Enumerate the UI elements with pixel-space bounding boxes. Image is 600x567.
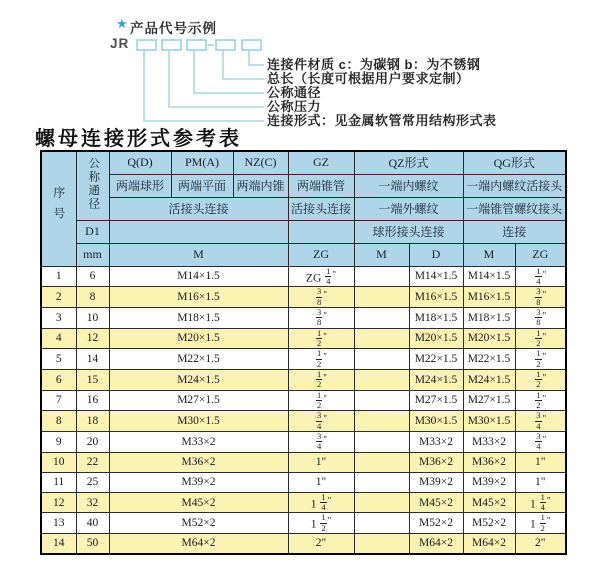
fraction: $\frac{1}{2}$ <box>536 390 541 410</box>
cell-m: M33×2 <box>109 432 288 453</box>
cell-qg-m: M45×2 <box>463 492 515 513</box>
cell-qz-d: M24×1.5 <box>409 369 463 390</box>
cell-qz-m <box>354 534 409 554</box>
connector-line-material <box>249 50 264 65</box>
fraction: $\frac{1}{2}$ <box>540 512 545 533</box>
header-q-desc: 两端球形 <box>109 174 171 197</box>
cell-mm: 32 <box>76 492 109 513</box>
cell-mm: 25 <box>76 472 109 492</box>
table-row <box>41 266 566 287</box>
cell-qg-m: M36×2 <box>463 452 515 472</box>
cell-qg-zg: 1 $\frac{1}{4}$ " <box>515 492 566 513</box>
cell-qz-m <box>354 307 409 328</box>
cell-m: M18×1.5 <box>109 307 288 328</box>
fraction: $\frac{1}{2}$ <box>536 328 541 348</box>
cell-mm: 10 <box>76 307 109 328</box>
cell-qg-m: M39×2 <box>463 472 515 492</box>
cell-gz-zg: 1" <box>288 472 354 492</box>
table-row <box>41 307 566 328</box>
fraction: $\frac{3}{8}$ <box>317 286 322 307</box>
cell-qg-m: M14×1.5 <box>463 266 515 287</box>
cell-gz-zg: 2" <box>288 534 354 554</box>
cell-qg-zg: $\frac{3}{4}$ " <box>515 411 566 432</box>
cell-seq: 11 <box>41 472 76 492</box>
cell-qg-zg: 1" <box>515 452 566 472</box>
cell-mm: 15 <box>76 369 109 390</box>
cell-qz-m <box>354 369 409 390</box>
cell-m: M20×1.5 <box>109 328 288 349</box>
cell-seq: 14 <box>41 534 76 554</box>
cell-qz-d: M36×2 <box>409 452 463 472</box>
cell-gz-zg: $\frac{1}{2}$ " <box>288 349 354 370</box>
cell-qz-m <box>354 328 409 349</box>
cell-qg-zg: $\frac{1}{2}$ " <box>515 390 566 411</box>
cell-qz-m <box>354 349 409 370</box>
fraction: $\frac{1}{2}$ <box>317 390 322 410</box>
header-m-unit: M <box>109 243 288 266</box>
fraction: $\frac{1}{2}$ <box>536 369 541 390</box>
header-blank-m <box>109 220 288 243</box>
cell-seq: 2 <box>41 287 76 308</box>
fraction: $\frac{3}{4}$ <box>317 431 322 452</box>
cell-mm: 8 <box>76 287 109 308</box>
cell-seq: 12 <box>41 492 76 513</box>
header-qg-m: M <box>463 243 515 266</box>
fraction: $\frac{3}{4}$ <box>536 410 541 431</box>
code-box-1 <box>137 40 156 50</box>
table-row <box>41 472 566 492</box>
table-row <box>41 411 566 432</box>
cell-qz-d: M33×2 <box>409 432 463 453</box>
connector-line-diameter <box>194 50 264 93</box>
header-d1: D1 <box>76 220 109 243</box>
fraction: $\frac{1}{2}$ <box>317 328 322 348</box>
star-icon: ★ <box>116 17 128 32</box>
cell-qg-m: M64×2 <box>463 534 515 554</box>
cell-seq: 4 <box>41 328 76 349</box>
label-diameter: 公称通径 <box>267 85 322 100</box>
label-pressure: 公称压力 <box>267 99 322 114</box>
cell-qz-d: M18×1.5 <box>409 307 463 328</box>
header-gz-unit: ZG <box>288 243 354 266</box>
header-qz-m: M <box>354 243 409 266</box>
fraction: $\frac{1}{2}$ <box>317 348 322 369</box>
cell-mm: 20 <box>76 432 109 453</box>
fraction: $\frac{3}{4}$ <box>536 431 541 452</box>
header-nominal-diameter-label: 公称通径 <box>87 156 100 211</box>
cell-gz-zg: $\frac{3}{4}$ " <box>288 411 354 432</box>
header-qg-connection: 连接 <box>463 220 566 243</box>
fraction: $\frac{3}{8}$ <box>317 307 322 328</box>
header-nz-form: NZ(C) <box>233 151 288 174</box>
table-body <box>41 266 566 554</box>
cell-m: M22×1.5 <box>109 349 288 370</box>
cell-gz-zg: $\frac{3}{8}$ " <box>288 287 354 308</box>
cell-m: M39×2 <box>109 472 288 492</box>
cell-m: M45×2 <box>109 492 288 513</box>
fraction: $\frac{1}{4}$ <box>536 266 541 286</box>
header-qz-desc2: 一端外螺纹 <box>354 197 463 220</box>
cell-qg-zg: 1" <box>515 472 566 492</box>
cell-seq: 3 <box>41 307 76 328</box>
cell-m: M16×1.5 <box>109 287 288 308</box>
cell-m: M64×2 <box>109 534 288 554</box>
cell-qg-m: M52×2 <box>463 513 515 534</box>
cell-gz-zg: 1 $\frac{1}{4}$ " <box>288 492 354 513</box>
cell-qz-m <box>354 287 409 308</box>
cell-qz-m <box>354 411 409 432</box>
table-row <box>41 349 566 370</box>
cell-gz-zg: 1 $\frac{1}{2}$ " <box>288 513 354 534</box>
fraction: $\frac{1}{2}$ <box>321 512 326 533</box>
cell-qg-m: M22×1.5 <box>463 349 515 370</box>
table-row <box>41 432 566 453</box>
header-nominal-diameter <box>76 151 109 220</box>
cell-qz-d: M30×1.5 <box>409 411 463 432</box>
cell-m: M14×1.5 <box>109 266 288 287</box>
table-header <box>41 151 566 266</box>
table-row <box>41 287 566 308</box>
cell-m: M36×2 <box>109 452 288 472</box>
header-pm-desc: 两端平面 <box>171 174 233 197</box>
cell-m: M52×2 <box>109 513 288 534</box>
cell-qz-d: M45×2 <box>409 492 463 513</box>
cell-qz-m <box>354 513 409 534</box>
header-seq <box>41 151 76 266</box>
cell-mm: 6 <box>76 266 109 287</box>
cell-seq: 7 <box>41 390 76 411</box>
header-union-connection: 活接头连接 <box>109 197 288 220</box>
cell-qg-zg: $\frac{3}{8}$ " <box>515 287 566 308</box>
code-prefix: JR <box>110 36 130 51</box>
cell-mm: 50 <box>76 534 109 554</box>
table-row <box>41 328 566 349</box>
code-box-3 <box>187 40 206 50</box>
cell-mm: 40 <box>76 513 109 534</box>
cell-mm: 18 <box>76 411 109 432</box>
cell-qg-zg: $\frac{1}{4}$ " <box>515 266 566 287</box>
cell-qg-zg: $\frac{1}{2}$ " <box>515 369 566 390</box>
header-qz-desc1: 一端内螺纹 <box>354 174 463 197</box>
fraction: $\frac{3}{4}$ <box>317 410 322 431</box>
header-qg-zg: ZG <box>515 243 566 266</box>
cell-gz-zg: $\frac{1}{2}$ " <box>288 390 354 411</box>
cell-qz-m <box>354 492 409 513</box>
cell-seq: 13 <box>41 513 76 534</box>
cell-seq: 6 <box>41 369 76 390</box>
diagram-heading: 产品代号示例 <box>130 21 217 36</box>
fraction: $\frac{1}{4}$ <box>540 492 545 513</box>
header-seq-label: 序号 <box>51 185 66 228</box>
header-gz-connection: 活接头连接 <box>288 197 354 220</box>
table-row <box>41 452 566 472</box>
cell-gz-zg: $\frac{3}{8}$ " <box>288 307 354 328</box>
cell-gz-zg: $\frac{1}{2}$ " <box>288 369 354 390</box>
table-row <box>41 492 566 513</box>
cell-qz-d: M22×1.5 <box>409 349 463 370</box>
header-q-form: Q(D) <box>109 151 171 174</box>
header-qz-connection: 球形接头连接 <box>354 220 463 243</box>
cell-gz-zg: $\frac{1}{2}$ " <box>288 328 354 349</box>
cell-seq: 5 <box>41 349 76 370</box>
code-box-4 <box>216 40 235 50</box>
cell-seq: 10 <box>41 452 76 472</box>
page-title: 螺母连接形式参考表 <box>35 128 242 150</box>
cell-seq: 8 <box>41 411 76 432</box>
cell-qg-zg: $\frac{3}{8}$ " <box>515 307 566 328</box>
cell-m: M24×1.5 <box>109 369 288 390</box>
header-qg-desc2: 一端锥管螺纹接头 <box>463 197 566 220</box>
header-pm-form: PM(A) <box>171 151 233 174</box>
cell-qz-m <box>354 432 409 453</box>
connector-line-connection <box>144 50 264 121</box>
cell-mm: 14 <box>76 349 109 370</box>
cell-qz-d: M39×2 <box>409 472 463 492</box>
cell-qz-d: M14×1.5 <box>409 266 463 287</box>
cell-qz-m <box>354 472 409 492</box>
cell-gz-zg: 1" <box>288 452 354 472</box>
cell-qg-m: M18×1.5 <box>463 307 515 328</box>
header-mm: mm <box>76 243 109 266</box>
header-qg-form: QG形式 <box>463 151 566 174</box>
fraction: $\frac{3}{8}$ <box>536 307 541 328</box>
header-blank-gz <box>288 220 354 243</box>
header-nz-desc: 两端内锥 <box>233 174 288 197</box>
cell-gz-zg: ZG $\frac{1}{4}$ " <box>288 266 354 287</box>
cell-qg-zg: 1 $\frac{1}{2}$ " <box>515 513 566 534</box>
fraction: $\frac{3}{8}$ <box>536 286 541 307</box>
cell-gz-zg: $\frac{3}{4}$ " <box>288 432 354 453</box>
fraction: $\frac{1}{2}$ <box>536 348 541 369</box>
cell-qg-zg: $\frac{1}{2}$ " <box>515 328 566 349</box>
cell-qg-zg: 2" <box>515 534 566 554</box>
code-box-5 <box>242 40 261 50</box>
code-box-2 <box>162 40 181 50</box>
cell-qz-m <box>354 390 409 411</box>
cell-qg-m: M33×2 <box>463 432 515 453</box>
cell-qz-d: M20×1.5 <box>409 328 463 349</box>
cell-qg-m: M30×1.5 <box>463 411 515 432</box>
cell-seq: 9 <box>41 432 76 453</box>
label-material: 连接件材质 c：为碳钢 b：为不锈钢 <box>267 57 481 72</box>
cell-mm: 22 <box>76 452 109 472</box>
table-row <box>41 369 566 390</box>
label-connection: 连接形式：见金属软管常用结构形式表 <box>267 113 497 128</box>
header-gz-desc: 两端锥管 <box>288 174 354 197</box>
table-row <box>41 513 566 534</box>
cell-seq: 1 <box>41 266 76 287</box>
header-gz-form: GZ <box>288 151 354 174</box>
cell-qg-m: M27×1.5 <box>463 390 515 411</box>
header-qg-desc1: 一端内螺纹活接头 <box>463 174 566 197</box>
cell-qz-d: M16×1.5 <box>409 287 463 308</box>
cell-qg-zg: $\frac{1}{2}$ " <box>515 349 566 370</box>
cell-mm: 16 <box>76 390 109 411</box>
cell-qg-zg: $\frac{3}{4}$ " <box>515 432 566 453</box>
cell-m: M27×1.5 <box>109 390 288 411</box>
cell-qz-m <box>354 452 409 472</box>
cell-qz-m <box>354 266 409 287</box>
header-qz-form: QZ形式 <box>354 151 463 174</box>
cell-m: M30×1.5 <box>109 411 288 432</box>
cell-qg-m: M16×1.5 <box>463 287 515 308</box>
nut-connection-table <box>40 150 567 555</box>
fraction: $\frac{1}{4}$ <box>326 266 331 286</box>
fraction: $\frac{1}{2}$ <box>317 369 322 390</box>
cell-mm: 12 <box>76 328 109 349</box>
header-qz-d: D <box>409 243 463 266</box>
cell-qg-m: M20×1.5 <box>463 328 515 349</box>
fraction: $\frac{1}{4}$ <box>321 492 326 513</box>
cell-qz-d: M52×2 <box>409 513 463 534</box>
table-row <box>41 390 566 411</box>
label-length: 总长（长度可根据用户要求定制） <box>267 71 470 86</box>
cell-qz-d: M27×1.5 <box>409 390 463 411</box>
table-row <box>41 534 566 554</box>
cell-qg-m: M24×1.5 <box>463 369 515 390</box>
cell-qz-d: M64×2 <box>409 534 463 554</box>
